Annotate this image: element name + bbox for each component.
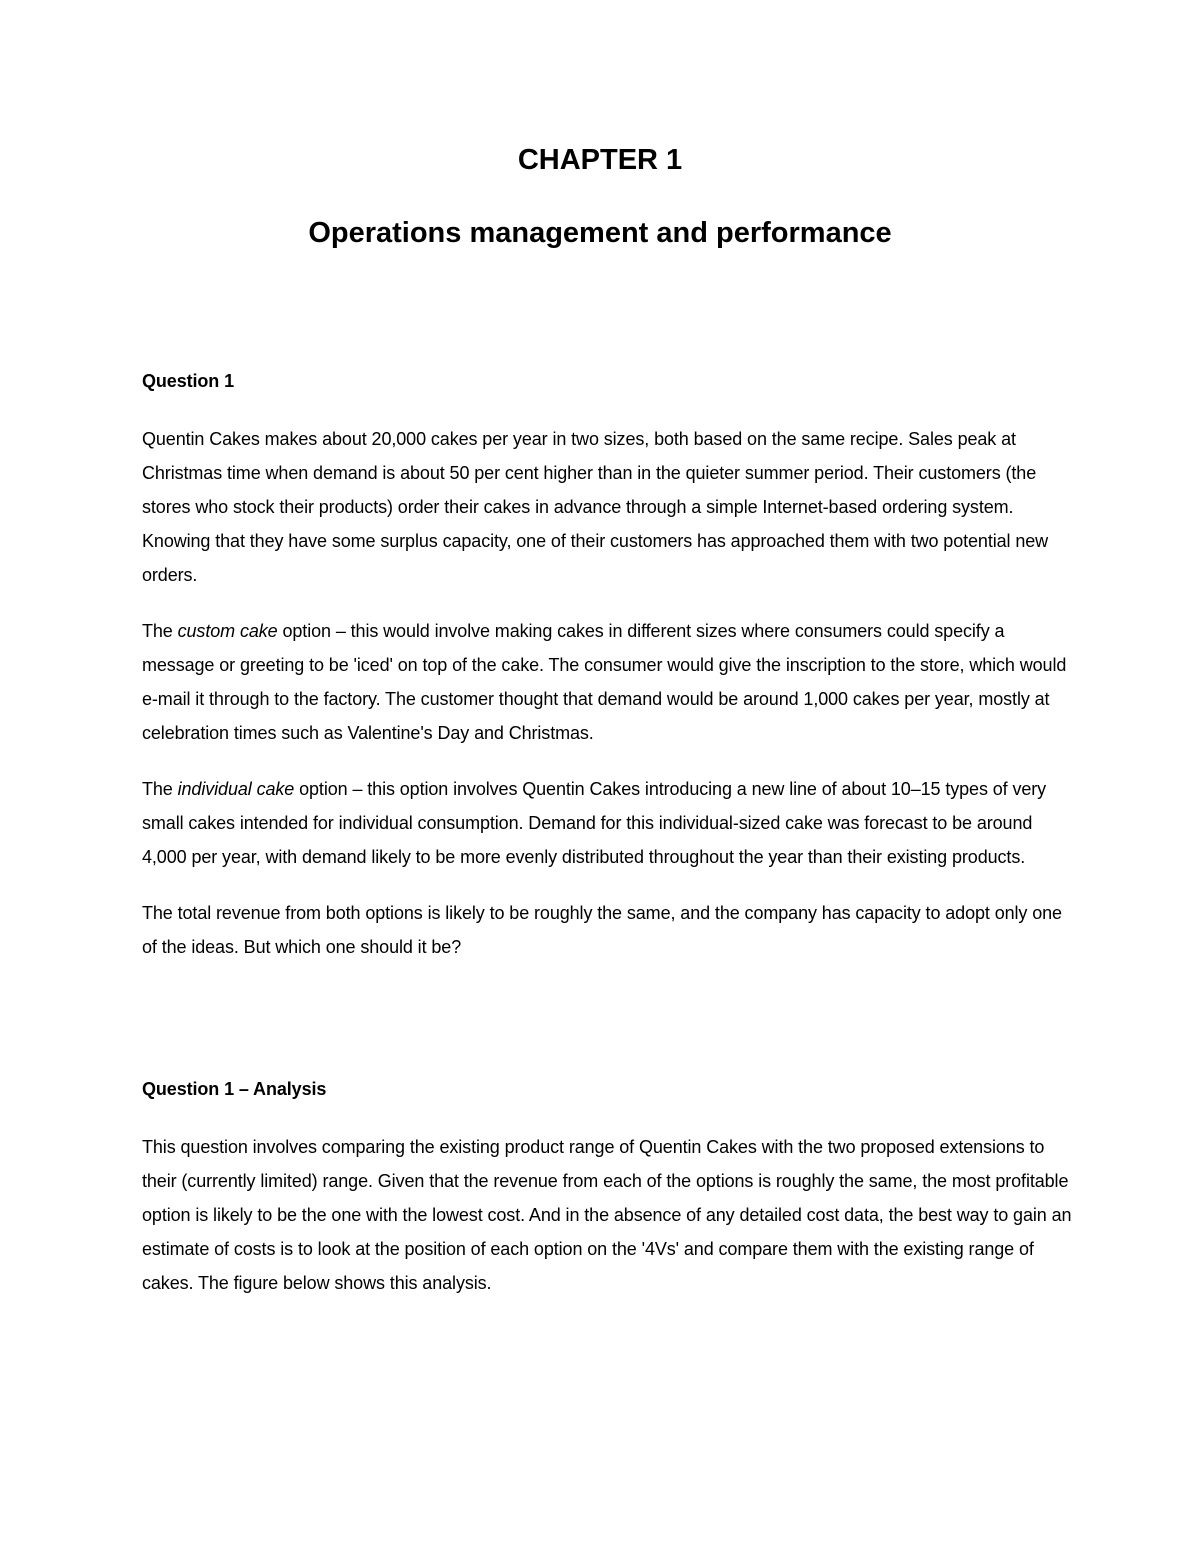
question-1-paragraph-3 [142, 772, 1072, 874]
question-1-paragraph-4: The total revenue from both options is likely to be roughly the same, and the company has capacity to adopt only one of the ideas. But which one should it be? [142, 903, 1062, 957]
question-1-paragraph-2 [142, 614, 1072, 750]
custom-cake-emphasis: custom cake [177, 621, 278, 641]
individual-cake-emphasis: individual cake [177, 779, 295, 799]
analysis-paragraph-1: This question involves comparing the existing product range of Quentin Cakes with the two proposed extensions to their (currently limited) range. Given that the revenue from each of the options is roughly the same, the most profitable option is likely to be the one with the lowest cost. And in the absence of any detailed cost data, the best way to gain an estimate of costs is to look at the position of each option on the '4Vs' and compare them with the existing range of cakes. The figure below shows this analysis. [142, 1137, 1072, 1293]
paragraph-3-prefix: The [142, 779, 178, 799]
question-1-heading: Question 1 [142, 371, 235, 391]
paragraph-2-prefix: The [142, 621, 178, 641]
question-1-paragraph-1: Quentin Cakes makes about 20,000 cakes per year in two sizes, both based on the same recipe. Sales peak at Christmas time when demand is about 50 per cent higher than in the quieter summer period. Their customers (the stores who stock their products) order their cakes in advance through a simple Internet-based ordering system. Knowing that they have some surplus capacity, one of their customers has approached them with two potential new orders. [142, 429, 1049, 585]
analysis-section [142, 1072, 1072, 1300]
chapter-title: CHAPTER 1 [517, 144, 683, 176]
question-1-section [142, 364, 1072, 964]
chapter-subtitle: Operations management and performance [308, 217, 892, 249]
analysis-heading: Question 1 – Analysis [142, 1079, 327, 1099]
paragraph-3-text: option – this option involves Quentin Cakes introducing a new line of about 10–15 types of very small cakes intended for individual consumption. Demand for this individual-sized cake was forecast to be around 4,000 per year, with demand likely to be more evenly distributed throughout the year than their existing products. [142, 779, 1047, 867]
paragraph-2-text: option – this would involve making cakes in different sizes where consumers could specify a message or greeting to be 'iced' on top of the cake. The consumer would give the inscription to the store, which would e-mail it through to the factory. The customer thought that demand would be around 1,000 cakes per year, mostly at celebration times such as Valentine's Day and Christmas. [142, 621, 1067, 743]
